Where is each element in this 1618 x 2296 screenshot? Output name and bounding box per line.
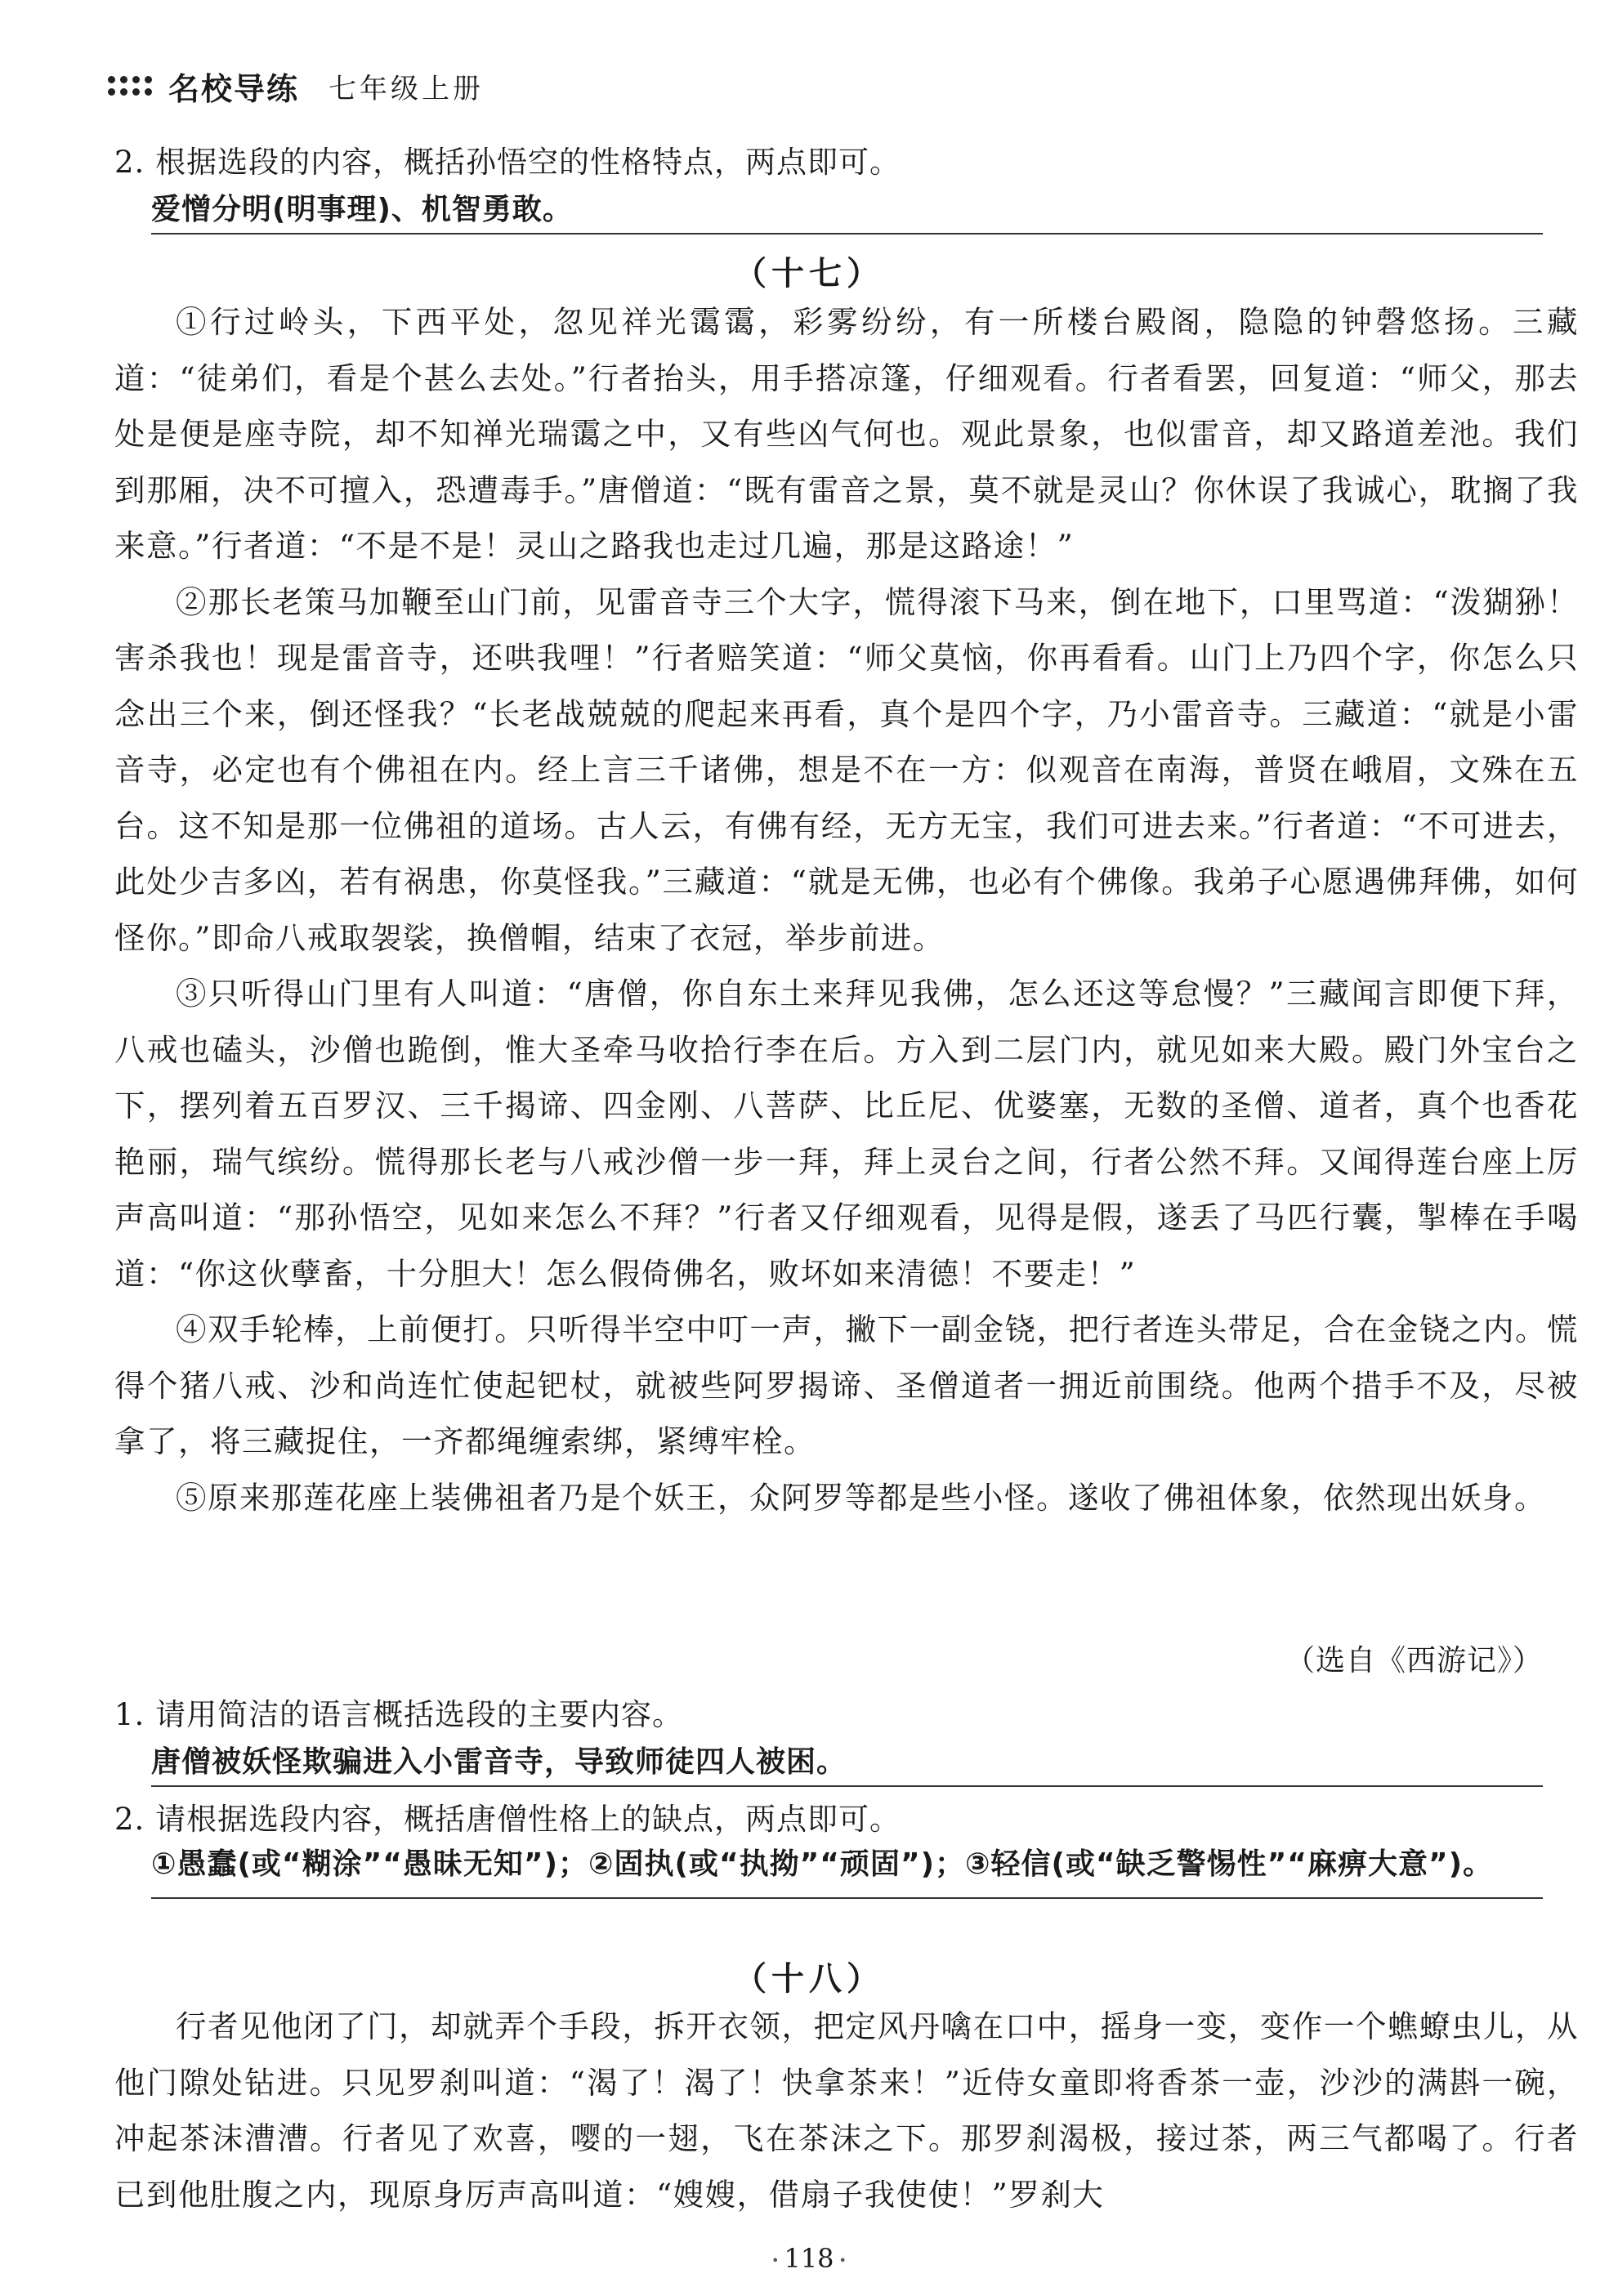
section-18-passage: [114, 1999, 1579, 2222]
paragraph-3: ③只听得山门里有人叫道：“唐僧，你自东土来拜见我佛，怎么还这等怠慢？”三藏闻言即便下拜，八戒也磕头，沙僧也跪倒，惟大圣牵马收拾行李在后。方入到二层门内，就见如来大殿。殿门外宝台之下，摆列着五百罗汉、三千揭谛、四金刚、八菩萨、比丘尼、优婆塞，无数的圣僧、道者，真个也香花艳丽，瑞气缤纷。慌得那长老与八戒沙僧一步一拜，拜上灵台之间，行者公然不拜。又闻得莲台座上厉声高叫道：“那孙悟空，见如来怎么不拜？”行者又仔细观看，见得是假，遂丢了马匹行囊，掣棒在手喝道：“你这伙孽畜，十分胆大！怎么假倚佛名，败坏如来清德！不要走！”: [114, 976, 1579, 1292]
page-header: [108, 57, 484, 114]
paragraph-1: ①行过岭头，下西平处，忽见祥光霭霭，彩雾纷纷，有一所楼台殿阁，隐隐的钟磬悠扬。三藏道：“徒弟们，看是个甚么去处。”行者抬头，用手搭凉篷，仔细观看。行者看罢，回复道：“师父，那去处是便是座寺院，却不知禅光瑞霭之中，又有些凶气何也。观此景象，也似雷音，却又路道差池。我们到那厢，决不可擅入，恐遭毒手。”唐僧道：“既有雷音之景，莫不就是灵山？你休误了我诚心，耽搁了我来意。”行者道：“不是不是！灵山之路我也走过几遍，那是这路途！”: [114, 304, 1579, 564]
paragraph-5: ⑤原来那莲花座上装佛祖者乃是个妖王，众阿罗等都是些小怪。遂收了佛祖体象，依然现出妖身。: [176, 1479, 1546, 1516]
prev-answer: 爱憎分明(明事理)、机智勇敢。: [151, 186, 1543, 235]
prev-question: 2. 根据选段的内容，概括孙悟空的性格特点，两点即可。: [114, 145, 901, 180]
answer-1: 唐僧被妖怪欺骗进入小雷音寺，导致师徒四人被困。: [151, 1739, 1543, 1787]
question-1: 1. 请用简洁的语言概括选段的主要内容。: [114, 1697, 684, 1732]
paragraph-2: ②那长老策马加鞭至山门前，见雷音寺三个大字，慌得滚下马来，倒在地下，口里骂道：“泼猢狲！害杀我也！现是雷音寺，还哄我哩！”行者赔笑道：“师父莫恼，你再看看。山门上乃四个字，你怎么只念出三个来，倒还怪我？“长老战兢兢的爬起来再看，真个是四个字，乃小雷音寺。三藏道：“就是小雷音寺，必定也有个佛祖在内。经上言三千诸佛，想是不在一方：似观音在南海，普贤在峨眉，文殊在五台。这不知是那一位佛祖的道场。古人云，有佛有经，无方无宝，我们可进去来。”行者道：“不可进去，此处少吉多凶，若有祸患，你莫怪我。”三藏道：“就是无佛，也必有个佛像。我弟子心愿遇佛拜佛，如何怪你。”即命八戒取袈裟，换僧帽，结束了衣冠，举步前进。: [114, 583, 1579, 956]
book-title: 名校导练: [168, 70, 300, 107]
question-2: 2. 请根据选段内容，概括唐僧性格上的缺点，两点即可。: [114, 1802, 901, 1837]
source-citation: （选自《西游记》）: [1285, 1644, 1543, 1677]
section-18-title: （十八）: [734, 1960, 884, 1998]
grade-label: 七年级上册: [329, 72, 485, 105]
section-17-passage: [114, 294, 1579, 1525]
paragraph-18: 行者见他闭了门，却就弄个手段，拆开衣领，把定风丹噙在口中，摇身一变，变作一个蟭蟟虫儿，从他门隙处钻进。只见罗刹叫道：“渴了！渴了！快拿茶来！”近侍女童即将香茶一壶，沙沙的满斟一碗，冲起茶沫漕漕。行者见了欢喜，嘤的一翅，飞在茶沫之下。那罗刹渴极，接过茶，两三气都喝了。行者已到他肚腹之内，现原身厉声高叫道：“嫂嫂，借扇子我使使！”罗刹大: [114, 2008, 1579, 2213]
page-number: • 118 •: [0, 2243, 1618, 2274]
section-17-title: （十七）: [734, 255, 884, 293]
paragraph-4: ④双手轮棒，上前便打。只听得半空中叮一声，撇下一副金铙，把行者连头带足，合在金铙之内。慌得个猪八戒、沙和尚连忙使起钯杖，就被些阿罗揭谛、圣僧道者一拥近前围绕。他两个措手不及，尽被拿了，将三藏捉住，一齐都绳缠索绑，紧缚牢栓。: [114, 1311, 1579, 1459]
answer-2: ①愚蠢(或“糊涂”“愚昧无知”)；②固执(或“执拗”“顽固”)；③轻信(或“缺乏警惕性”“麻痹大意”)。: [151, 1837, 1543, 1899]
dots-icon: [108, 76, 152, 96]
